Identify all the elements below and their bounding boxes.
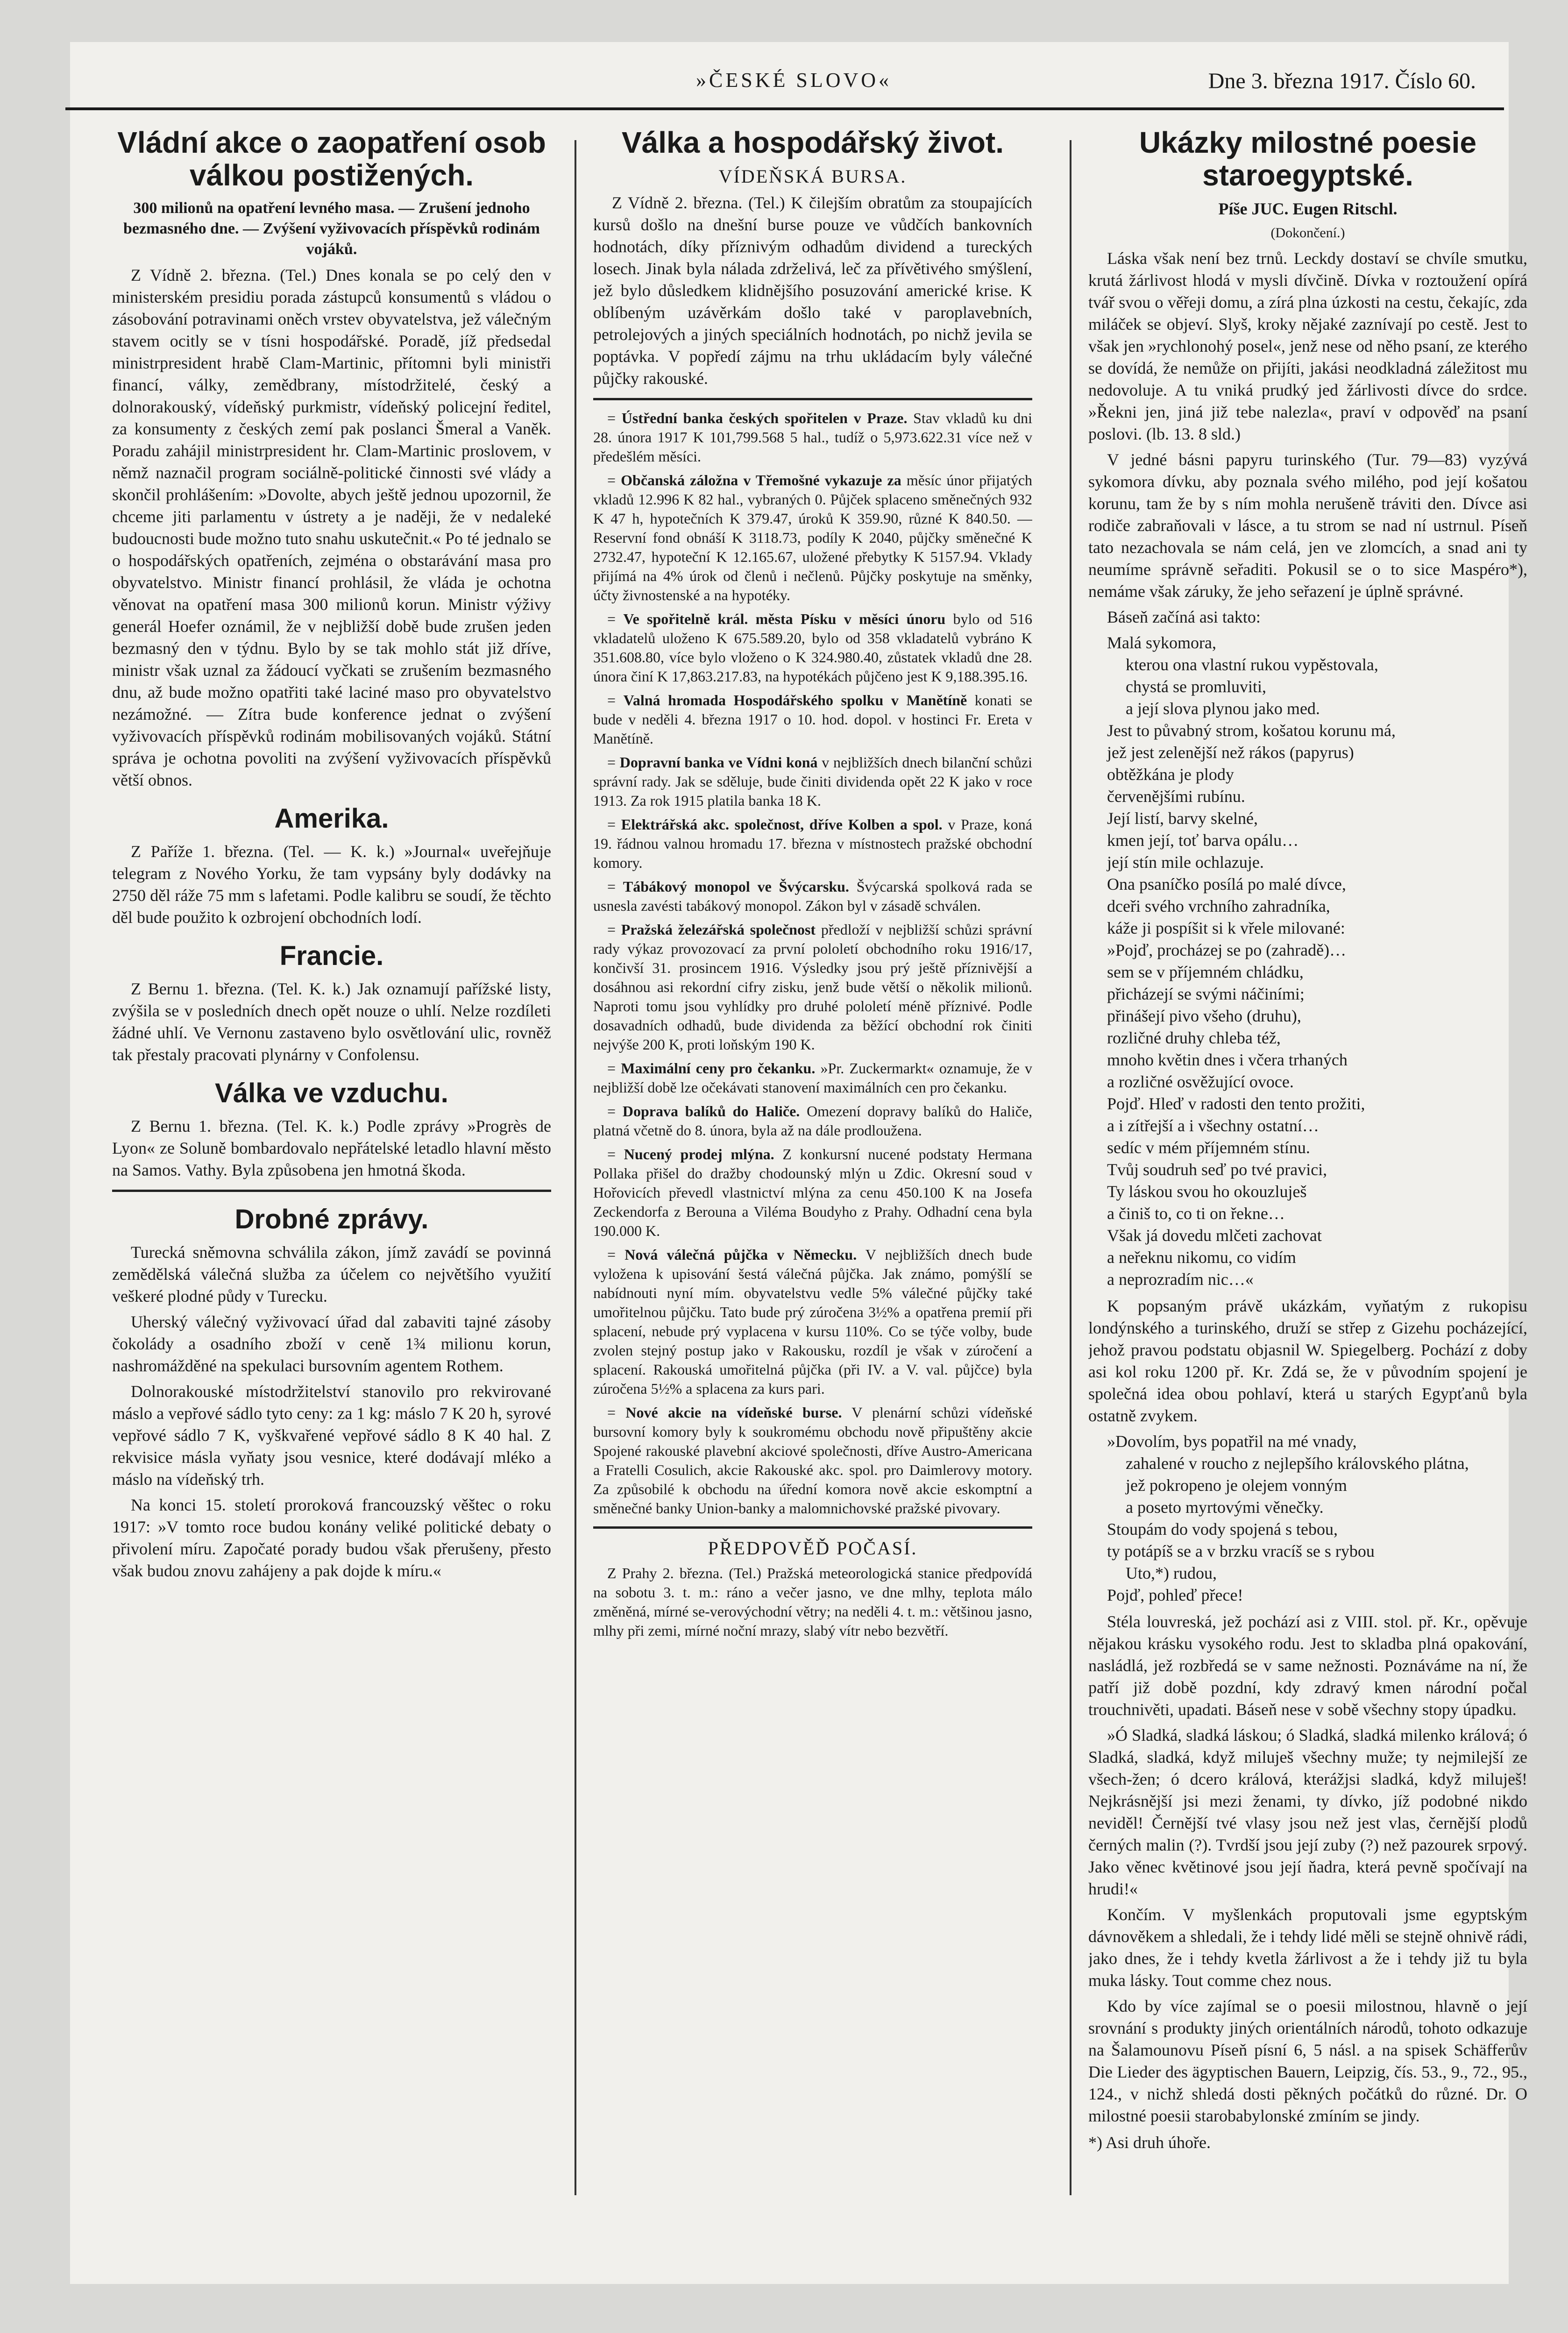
poem-line: a rozličné osvěžující ovoce. (1107, 1072, 1294, 1091)
section-divider (112, 1190, 551, 1192)
notice-item: = Nové akcie na vídeňské burse. V plenární schůzi vídeňské bursovní komory byly k soukromému obchodu nově připuštěny akcie Spojené rakouské plavební akciové společnosti, dříve Austro-Americana a Fratelli Cosulich, akcie Rakouské akc. spol. pro Daimlerovy motory. Za způsobilé k obchodu na úřední komora nově akcie eskomptní a směnečné banky Union-banky a malomnichovské pražské pivovary. (593, 1404, 1032, 1517)
poem-line: káže ji pospíšit si k vřele milované: (1107, 919, 1345, 937)
article-paragraph: »Ó Sladká, sladká láskou; ó Sladká, sladká milenko králová; ó Sladká, sladká, když miluješ všechny muže; ty nejmilejší ze všech-žen; ó dcero králová, kterážjsi sladká, když miluješ! Nejkrásnější jsi mezi ženami, ty dívko, jíž podobné nikdo neviděl! Černější tvé vlasy jsou než jest vlas, černější plodů černých malin (?). Tvrdší jsou její zuby (?) než pazourek srpový. Jako věnec květinové jsou její ňadra, která pevně spočívají na hrudi!« (1088, 1726, 1527, 1898)
poem-line: ty potápíš se a v brzku vracíš se s rybou (1107, 1542, 1375, 1560)
poem-line: Stoupám do vody spojená s tebou, (1107, 1520, 1338, 1539)
article-paragraph: K popsaným právě ukázkám, vyňatým z rukopisu londýnského a turinského, druží se střep z Gizehu pocházející, jehož pravou podstatu objasnil W. Spiegelberg. Pochází z doby asi kol roku 1200 př. Kr. Zdá se, že v původním spojení je společná idea obou pohlaví, která u starých Egypťanů byla ostatně zvykem. (1088, 1297, 1527, 1425)
article-paragraph: Stéla louvreská, jež pochází asi z VIII. stol. př. Kr., opěvuje nějakou krásku vysokého rodu. Jest to skladba plná opakování, nasládlá, jež rozbředá se v same nežnosti. Poznáváme na ní, že patří již době pozdní, kdy zdravý kmen národní počal trouchnivěti, upadati. Báseň nese v sobě všechny stopy úpadku. (1088, 1612, 1527, 1719)
poem-line: Tvůj soudruh seď po tvé pravici, (1107, 1160, 1327, 1179)
poem-line: mnoho květin dnes i včera trhaných (1107, 1050, 1348, 1069)
poem-line: sem se v příjemném chládku, (1107, 963, 1304, 981)
article-videnska-bursa: Z Vídně 2. března. (Tel.) K čilejším obratům za stoupajících kursů došlo na dnešní burse pouze ve vůdčích bankovních hodnotách, díky příznivým odhadům dividend a tureckých losech. Jinak byla nálada zdrželivá, leč za přívětivého smýšlení, jež bylo důsledkem klidnějšího posuzování americké krise. K oblíbeným uzávěrkám došlo také v paroplavebních, petrolejových a jiných speciálních hodnotách, po nichž jevila se poptávka. V popředí zájmu na trhu ukládacím byly válečné půjčky rakouské. (593, 193, 1032, 388)
notice-item: = Doprava balíků do Haliče. Omezení dopravy balíků do Haliče, platná včetně do 8. února, byla až na dále prodloužena. (593, 1103, 1032, 1139)
poem-line: přinášejí pivo všeho (druhu), (1107, 1007, 1301, 1025)
column-rule-2 (1070, 140, 1071, 2195)
notice-item: = Ve spořitelně král. města Písku v měsíci únoru bylo od 516 vkladatelů uloženo K 675.589.20, bylo od 358 vkladatelů vybráno K 351.608.80, více bylo vloženo o K 324.980.40, zůstatek vkladů dne 28. února činí K 17,863.217.83, na hypotékách půjčeno jest K 9,188.395.16. (593, 610, 1032, 685)
article-predpoved-pocasi: Z Prahy 2. března. (Tel.) Pražská meteorologická stanice předpovídá na sobotu 3. t. m.: ráno a večer jasno, ve dne mlhy, teplota málo změněná, mírné se-verovýchodní větry; na neděli 4. t. m.: většinou jasno, mlhy při zemi, mírné noční mrazy, slabý vítr nebo bezvětří. (593, 1565, 1032, 1639)
news-item: Uherský válečný vyživovací úřad dal zabaviti tajné zásoby čokolády a osadního zboží v ceně 1¾ milionu korun, nashromážděné na spekulaci bursovním agentem Rothem. (112, 1312, 551, 1375)
poem-line: její stín mile ochlazuje. (1107, 853, 1264, 872)
poem-line: Její listí, barvy skelné, (1107, 809, 1258, 828)
article-amerika: Z Paříže 1. března. (Tel. — K. k.) »Journal« uveřejňuje telegram z Nového Yorku, že tam vypsány byly dodávky na 2750 děl ráže 75 mm s lafetami. Podle kalibru se soudí, že těchto děl bude použito k ozbrojení obchodních lodí. (112, 842, 551, 927)
heading-drobne-zpravy: Drobné zprávy. (234, 1204, 429, 1234)
notice-item: = Tábákový monopol ve Švýcarsku. Švýcarská spolková rada se usnesla zavésti tabákový monopol. Zákon byl v zásadě schválen. (593, 878, 1032, 914)
poem-line: Uto,*) rudou, (1126, 1564, 1217, 1582)
poem-line: »Pojď, procházej se po (zahradě)… (1107, 941, 1347, 959)
poem-sykomora (1107, 632, 1527, 1291)
poem-line: Pojď, pohleď přece! (1107, 1586, 1243, 1604)
poem-line: červenějšími rubínu. (1107, 787, 1245, 806)
notice-item: = Nucený prodej mlýna. Z konkursní nucené podstaty Hermana Pollaka přišel do dražby chodounský mlýn u Zdic. Okresní soud v Hořovicích převedl vlastnictví mlýna za cenu 450.100 K na Josefa Zeckendorfa z Berouna a Viléma Boudyho z Prahy. Odhadní cena byla 190.000 K. (593, 1146, 1032, 1239)
headline-valka-hospodarsky-zivot: Válka a hospodářský život. (621, 126, 1004, 159)
section-divider (593, 398, 1032, 400)
heading-francie: Francie. (279, 941, 384, 971)
poem-line: Však já dovedu mlčeti zachovat (1107, 1226, 1322, 1245)
poem-line: a neprozradím nic…« (1107, 1270, 1254, 1289)
footnote: *) Asi druh úhoře. (1088, 2133, 1211, 2152)
poem-line: Ona psaníčko posílá po malé dívce, (1107, 875, 1346, 893)
poem-line: kterou ona vlastní rukou vypěstovala, (1126, 655, 1378, 674)
poem-line: »Dovolím, bys popatřil na mé vnady, (1107, 1432, 1357, 1451)
article-paragraph: Láska však není bez trnů. Leckdy dostaví se chvíle smutku, krutá žárlivost hlodá v mysli dívčině. Dívka v roztoužení opírá tvář svou o věřeji domu, a zírá plna úzkosti na cestu, čekajíc, zda miláček se objeví. Slyš, kroky nějaké zaznívají po cestě. Jest to však jen »rychlonohý posel«, jenž nese od něho psaní, ze kterého se dovídá, že nemůže on přijíti, jakási neodkladná záležitost mu nedovoluje. A tu vniká prudký jed žárlivosti dívce do srdce. »Řekni jen, jiná již tebe nalezla«, praví v odpověď na psaní poslovi. (lb. 13. 8 sld.) (1088, 249, 1527, 443)
poem-intro: Báseň začíná asi takto: (1107, 608, 1261, 626)
article-paragraph: V jedné básni papyru turinského (Tur. 79—83) vyzývá sykomora dívku, aby poznala svého milého, pod její košatou korunu, tam že by s ním mohla nerušeně tráviti den. Dívce asi rodiče zabraňovali v lásce, a tu strom se nad ní ustrnul. Píseň tato nezachovala se nám celá, jen ve zlomcích, a snad ani ty neumíme správně seřaditi. Pokusil se o to sice Maspéro*), nemáme však záruky, že jeho seřazení je úplně správné. (1088, 450, 1527, 601)
column-left (112, 121, 551, 1586)
article-francie: Z Bernu 1. března. (Tel. K. k.) Jak oznamují pařížské listy, zvýšila se v posledních dnech opět nouze o uhlí. Nelze rozdíleti žádné uhlí. Ve Vernonu zastaveno bylo osvětlování ulic, rovněž tak přestaly pracovati plynárny v Confolensu. (112, 979, 551, 1064)
column-rule-1 (575, 140, 576, 2195)
notice-item: = Valná hromada Hospodářského spolku v Manětíně konati se bude v neděli 4. března 1917 o 10. hod. dopol. v hostinci Fr. Ereta v Manětíně. (593, 692, 1032, 747)
notice-item: = Nová válečná půjčka v Německu. V nejbližších dnech bude vyložena k upisování šestá válečná půjčka. Jak známo, pomýšlí se nabídnouti nyní mím. obyvatelstvu vedle 5% válečné půjčky také umořitelnou půjčku. Tato bude prý zúročena 3½% a opatřena premií při splacení, nebude prý vyplacena v kursu 110%. Co se týče volby, bude zvolen stejný postup jako v Rakousku, rozdíl je však v zúročení a splacení. Rakouská umořitelná půjčka (při IV. a V. val. půjčce) byla zúročena 5½% a splacena za kurs pari. (593, 1246, 1032, 1397)
paper-name: »ČESKÉ SLOVO« (696, 69, 892, 92)
heading-videnska-bursa: VÍDEŇSKÁ BURSA. (718, 166, 907, 187)
subhead-vladni-akce: 300 milionů na opatření levného masa. — Zrušení jednoho bezmasného dne. — Zvýšení vyživovacích příspěvků rodinám vojáků. (123, 199, 540, 258)
poem-line: zahalené v roucho z nejlepšího královského plátna, (1126, 1454, 1469, 1473)
poem-line: přicházejí se svými náčiními; (1107, 985, 1305, 1003)
section-divider (593, 1526, 1032, 1529)
heading-predpoved-pocasi: PŘEDPOVĚĎ POČASÍ. (708, 1538, 918, 1559)
poem-line: chystá se promluviti, (1126, 677, 1266, 696)
poem-line: jež pokropeno je olejem vonným (1126, 1476, 1347, 1495)
poem-line: Pojď. Hleď v radosti den tento prožiti, (1107, 1094, 1365, 1113)
poem-line: sedíc v mém příjemném stínu. (1107, 1138, 1310, 1157)
date-issue: Dne 3. března 1917. Číslo 60. (1208, 69, 1476, 93)
poem-line: dceři svého vrchního zahradníka, (1107, 897, 1330, 915)
poem-line: jež jest zelenější než rákos (papyrus) (1107, 743, 1354, 762)
poem-line: a i zítřejší a i všechny ostatní… (1107, 1116, 1319, 1135)
column-middle (593, 121, 1032, 1645)
headline-vladni-akce: Vládní akce o zaopatření osob válkou postižených. (117, 126, 546, 192)
poem-line: Malá sykomora, (1107, 633, 1216, 652)
poem-line: a poseto myrtovými věnečky. (1126, 1498, 1324, 1517)
notice-item: = Dopravní banka ve Vídni koná v nejbližších dnech bilanční schůzi správní rady. Jak se sděluje, bude činiti dividenda opět 22 K jako v roce 1913. Za rok 1915 platila banka 18 K. (593, 754, 1032, 809)
notice-item: = Elektrářská akc. společnost, dříve Kolben a spol. v Praze, koná 19. řádnou valnou hromadu 17. března v místnostech pražské obchodní komory. (593, 816, 1032, 871)
poem-line: Jest to půvabný strom, košatou korunu má, (1107, 721, 1396, 740)
poem-line: a její slova plynou jako med. (1126, 699, 1320, 718)
heading-valka-ve-vzduchu: Válka ve vzduchu. (215, 1078, 448, 1108)
news-item: Dolnorakouské místodržitelství stanovilo pro rekvirované máslo a vepřové sádlo tyto ceny: za 1 kg: máslo 7 K 20 h, syrové vepřové sádlo 7 K, vyškvařené vepřové sádlo 8 K 40 hal. Z rekvisice másla vyňaty jsou vesnice, které dodávají mléko a máslo na vídeňský trh. (112, 1382, 551, 1489)
article-author: Píše JUC. Eugen Ritschl. (1218, 199, 1398, 218)
masthead (65, 51, 1504, 110)
poem-gizeh (1107, 1431, 1527, 1606)
article-paragraph: Kdo by více zajímal se o poesii milostnou, hlavně o její srovnání s produkty jiných orientálních národů, tohoto odkazuje na Šalamounovu Píseň písní 6, 5 násl. a na spisek Schäfferův Die Lieder des ägyptischen Bauern, Leipzig, čís. 53., 9., 72., 95., 124., v nichž shledá dosti pěkných počátků do různé. Dr. O milostné poesii starobabylonské zmíním se jindy. (1088, 1997, 1527, 2125)
poem-line: obtěžkána je plody (1107, 765, 1234, 784)
article-valka-ve-vzduchu: Z Bernu 1. března. (Tel. K. k.) Podle zprávy »Progrès de Lyon« ze Soluně bombardovalo nepřátelské letadlo hlavní město na Samos. Vathy. Byla způsobena jen hmotná škoda. (112, 1117, 551, 1179)
notice-item: = Pražská železářská společnost předloží v nejbližší schůzi správní rady výkaz provozovací za první pololetí obchodního roku 1916/17, končivší 31. prosincem 1916. Výsledky jsou prý ještě příznivější a dosáhnou asi rekordní cifry zisku, jenž bude větší o několik milionů. Naproti tomu jsou vyhlídky pro druhé pololetí méně příznivé. Podle dosavadních odhadů, bude dividenda za běžící obchodní rok činiti nejvýše 200 K, proti loňským 190 K. (593, 921, 1032, 1053)
news-item: Turecká sněmovna schválila zákon, jímž zavádí se povinná zemědělská válečná služba za účelem co největšího využití veškeré plodné půdy v Turecku. (112, 1243, 551, 1305)
continued-note: (Dokončení.) (1270, 225, 1345, 241)
poem-line: a neřeknu nikomu, co vidím (1107, 1248, 1296, 1267)
headline-ukazky-milostne-poesie: Ukázky milostné poesie staroegyptské. (1139, 126, 1477, 192)
poem-line: a činiš to, co ti on řekne… (1107, 1204, 1285, 1223)
notice-item: = Občanská záložna v Třemošné vykazuje za měsíc únor přijatých vkladů 12.996 K 82 hal., vybraných 0. Půjček splaceno směnečných 932 K 47 h, hypotečních K 379.47, úroků K 359.90, různé K 840.50. — Reservní fond obnáší K 3118.73, podíly K 2040, půjčky směnečné K 2732.47, hypoteční K 12.165.67, uložené přebytky K 5157.94. Vklady přijímá na 4% úrok od členů i nečlenů. Půjčky poskytuje na směnky, účty živnostenské a na hypotéky. (593, 472, 1032, 603)
heading-amerika: Amerika. (274, 803, 389, 834)
article-vladni-akce: Z Vídně 2. března. (Tel.) Dnes konala se po celý den v ministerském presidiu porada zástupců konsumentů s vládou o zásobování potravinami oněch vrstev obyvatelstva, jež válečným stavem ocitly se v tísni hospodářské. Poradě, jíž předsedal ministrpresident hrabě Clam-Martinic, přítomni byli ministři financí, války, zemědbrany, místodržitelé, český a dolnorakouský, vídeňský purkmistr, vídeňský policejní ředitel, za konsumenty z českých zemí pak poslanci Šmeral a Vaněk. Poradu zahájil ministrpresident hr. Clam-Martinic proslovem, v němž naznačil program sociálně-politické činnosti své vlády a skončil prohlášením: »Dovolte, abych ještě jednou upozornil, že chceme jiti parlamentu v ústrety a je naději, že v nedaleké budoucnosti bude možno tuto snahu uskutečnit.« Po té jednalo se o hospodářských opatřeních, zejména o obstarávání masa pro obyvatelstvo. Ministr financí prohlásil, že vláda je ochotna věnovat na opatření masa 300 milionů korun. Ministr výživy generál Hoefer oznámil, že v nejbližší době bude zrušen jeden bezmasný den v týdnu. Bylo by se tak mohlo stát již dříve, ministr však uznal za žádoucí vyčkati se zrušením bezmasného dnu, až bude možno opatřiti také laciné maso pro obyvatelstvo nezámožné. — Zítra bude konference jednat o zvýšení vyživovacích příspěvků rodinám mobilisovaných vojáků. Státní správa je ochotna povoliti na zvýšení vyživovacích příspěvků větší obnos. (112, 266, 551, 789)
poem-line: Ty láskou svou ho okouzluješ (1107, 1182, 1307, 1201)
notice-item: = Maximální ceny pro čekanku. »Pr. Zuckermarkt« oznamuje, že v nejbližší době lze očekávati stanovení maximálních cen pro čekanku. (593, 1060, 1032, 1096)
article-paragraph: Končím. V myšlenkách proputovali jsme egyptským dávnověkem a shledali, že i tehdy lidé měli se stejně ohnivě rádi, jako dnes, že i tehdy kvetla žárlivost a že i tehdy již tu byla muka lásky. Tout comme chez nous. (1088, 1905, 1527, 1990)
poem-line: kmen její, toť barva opálu… (1107, 831, 1299, 850)
poem-line: rozličné druhy chleba též, (1107, 1028, 1281, 1047)
column-right (1088, 121, 1527, 2154)
notice-item: = Ústřední banka českých spořitelen v Praze. Stav vkladů ku dni 28. února 1917 K 101,799.568 5 hal., tudíž o 5,973.622.31 více než v předešlém měsíci. (593, 410, 1032, 465)
news-item: Na konci 15. století proroková francouzský věštec o roku 1917: »V tomto roce budou konány veliké politické debaty o přivolení míru. Započaté porady budou však přerušeny, přesto však budou znovu zahájeny a pak dojde k míru.« (112, 1496, 551, 1580)
